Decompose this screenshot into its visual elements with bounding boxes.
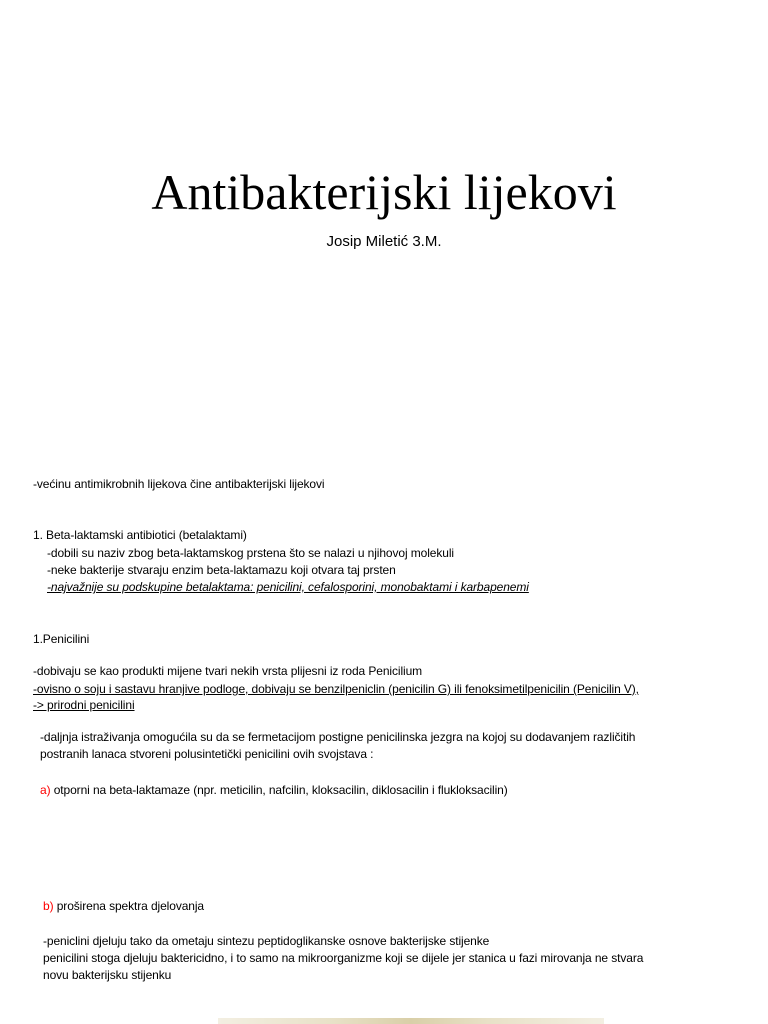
research-paragraph-line-1: -daljnja istraživanja omogućila su da se fermetacijom postigne penicilinska jezgra na kojoj su dodavanjem različitih	[40, 730, 636, 744]
list-item-a-text: otporni na beta-laktamaze (npr. meticilin, nafcilin, kloksacilin, diklosacilin i flukloksacilin)	[50, 783, 508, 797]
mechanism-line-1: -peniclini djeluju tako da ometaju sintezu peptidoglikanske osnove bakterijske stijenke	[43, 934, 490, 948]
partial-image	[218, 1018, 604, 1024]
penicilini-line-2: -ovisno o soju i sastavu hranjive podloge, dobivaju se benzilpeniclin (penicilin G) ili fenoksimetilpenicilin (Penicilin V),	[33, 682, 639, 696]
betalaktami-emphasis: -najvažnije su podskupine betalaktama: penicilini, cefalosporini, monobaktami i karbapenemi	[47, 580, 529, 594]
author-name: Josip Miletić 3.M.	[326, 233, 442, 250]
section-heading-betalaktami: 1. Beta-laktamski antibiotici (betalaktami)	[33, 528, 247, 542]
mechanism-line-3: novu bakterijsku stijenku	[43, 968, 172, 982]
list-marker-a: a)	[40, 783, 51, 797]
list-item-b-text: proširena spektra djelovanja	[53, 899, 205, 913]
mechanism-line-2: penicilini stoga djeluju baktericidno, i to samo na mikroorganizme koji se dijele jer stanica u fazi mirovanja ne stvara	[43, 951, 644, 965]
betalaktami-point-2: -neke bakterije stvaraju enzim beta-laktamazu koji otvara taj prsten	[47, 563, 396, 577]
list-item-b	[43, 898, 204, 914]
penicilini-line-1: -dobivaju se kao produkti mijene tvari nekih vrsta plijesni iz roda Penicilium	[33, 664, 423, 678]
document-title: Antibakterijski lijekovi	[151, 164, 617, 220]
section-heading-penicilini: 1.Penicilini	[33, 632, 90, 646]
penicilini-line-3: -> prirodni penicilini	[33, 698, 135, 712]
betalaktami-point-1: -dobili su naziv zbog beta-laktamskog prstena što se nalazi u njihovoj molekuli	[47, 546, 454, 560]
intro-line: -većinu antimikrobnih lijekova čine antibakterijski lijekovi	[33, 477, 325, 491]
research-paragraph-line-2: postranih lanaca stvoreni polusintetički penicilini ovih svojstava :	[40, 747, 374, 761]
list-marker-b: b)	[43, 899, 54, 913]
list-item-a	[40, 782, 508, 798]
